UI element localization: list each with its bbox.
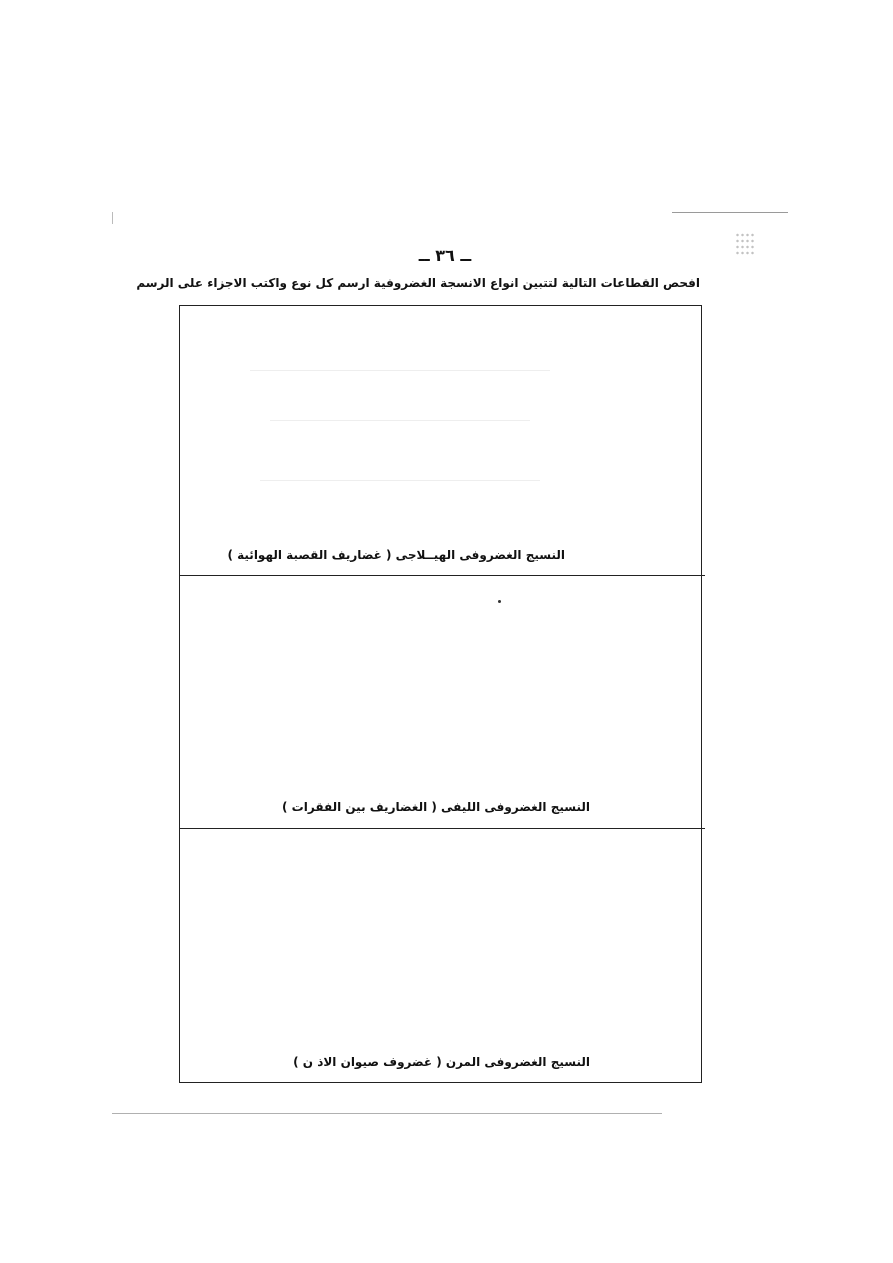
scan-bottom-rule [112, 1113, 662, 1114]
scan-left-edge [112, 212, 113, 224]
scan-top-rule [672, 212, 788, 213]
section-caption-fibrous: النسيج الغضروفى الليفى ( الغضاريف بين الفقرات ) [282, 800, 590, 814]
scan-residue [270, 420, 530, 421]
page-number: ــ ٣٦ ــ [418, 246, 472, 265]
section-divider [179, 828, 705, 829]
drawing-frame [179, 305, 702, 1083]
section-caption-hyaline: النسيج الغضروفى الهيــلاجى ( غضاريف القصبة الهوائية ) [227, 548, 565, 562]
instruction-text: افحص القطاعات التالية لتتبين انواع الانسجة الغضروفية ارسم كل نوع واكتب الاجزاء على الرسم [136, 276, 700, 290]
scan-residue [250, 370, 550, 371]
scan-residue [260, 480, 540, 481]
section-divider [179, 575, 705, 576]
scan-dot [498, 600, 501, 603]
scan-specks [735, 232, 755, 256]
section-caption-elastic: النسيج الغضروفى المرن ( غضروف صيوان الاذ ن ) [293, 1055, 590, 1069]
